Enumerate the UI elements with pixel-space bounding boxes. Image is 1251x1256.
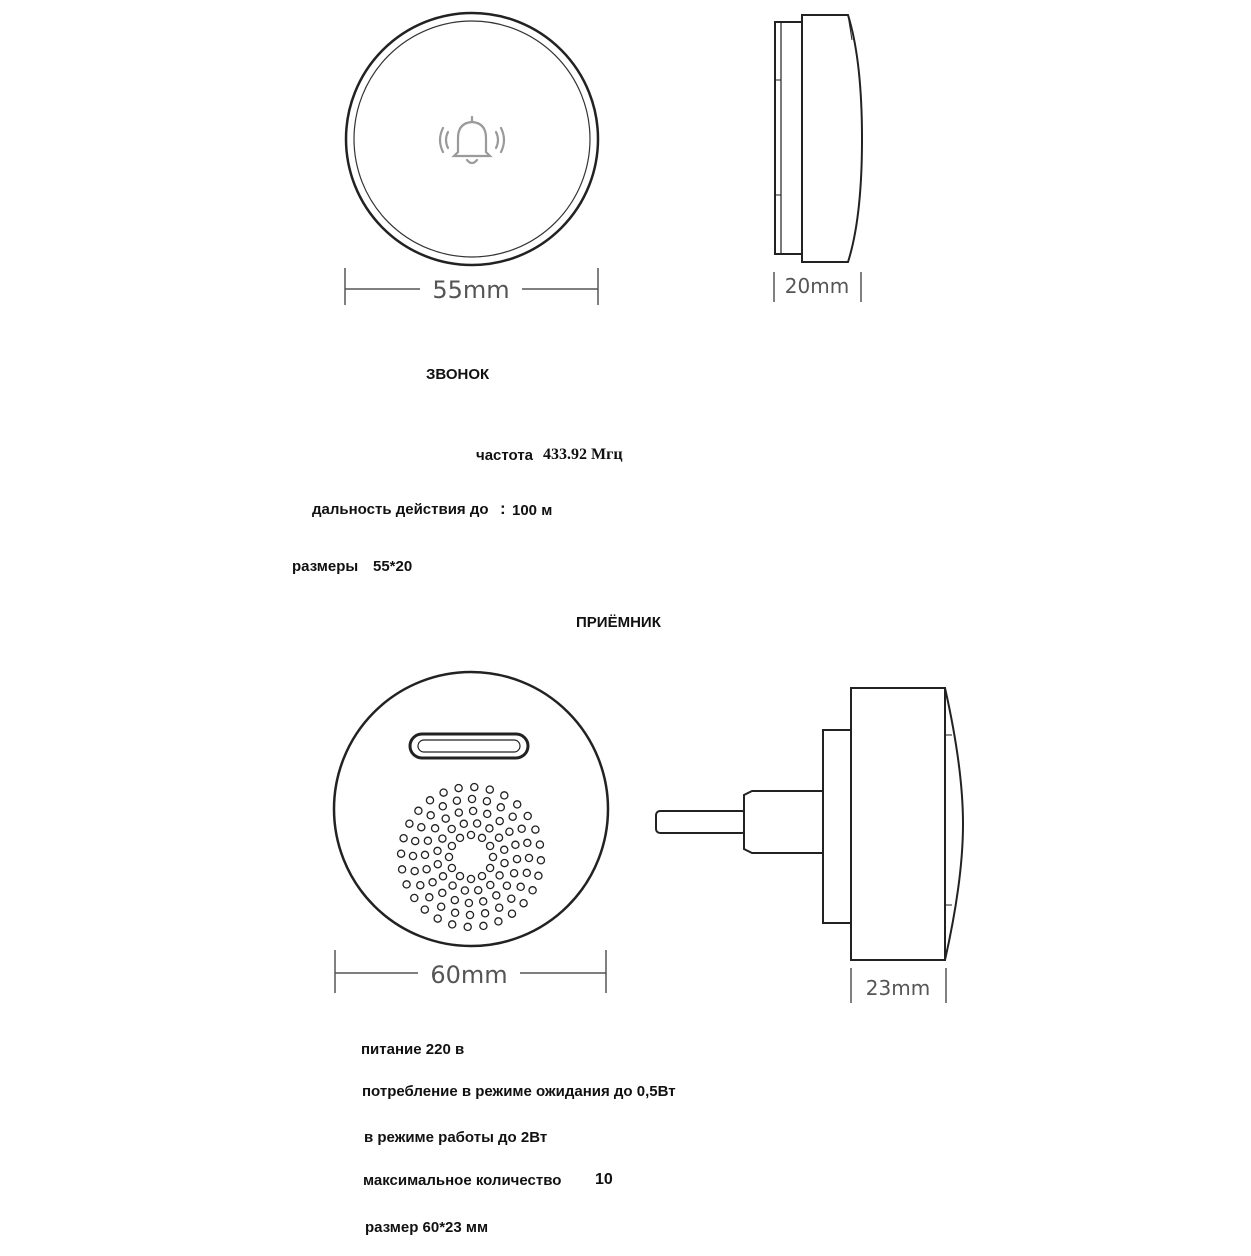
transmitter-title: ЗВОНОК (426, 366, 490, 383)
transmitter-range-value: 100 м (512, 502, 553, 519)
transmitter-size-label: размеры (292, 558, 359, 575)
transmitter-front-view (346, 13, 598, 265)
transmitter-width-label: 55mm (432, 276, 510, 304)
receiver-standby-consumption: потребление в режиме ожидания до 0,5Вт (362, 1083, 676, 1100)
transmitter-side-view (775, 15, 862, 262)
receiver-working-consumption: в режиме работы до 2Вт (364, 1129, 548, 1146)
transmitter-size-value: 55*20 (373, 558, 413, 575)
receiver-width-label: 60mm (430, 961, 508, 989)
receiver-front-view (334, 672, 608, 946)
transmitter-frequency-value: 433.92 Мгц (543, 446, 623, 463)
receiver-title: ПРИЁМНИК (576, 614, 661, 631)
receiver-depth-label: 23mm (865, 976, 931, 1000)
transmitter-range-label: дальность действия до (312, 501, 489, 518)
receiver-max-count-value: 10 (595, 1171, 613, 1188)
receiver-max-count-label: максимальное количество (363, 1172, 562, 1189)
receiver-side-view (656, 688, 963, 960)
receiver-size: размер 60*23 мм (365, 1219, 489, 1236)
receiver-plug-pin (656, 811, 746, 833)
transmitter-frequency-label: частота (476, 447, 534, 464)
transmitter-depth-label: 20mm (784, 274, 850, 298)
receiver-power: питание 220 в (361, 1041, 465, 1058)
transmitter-range-separator: : (500, 499, 506, 518)
